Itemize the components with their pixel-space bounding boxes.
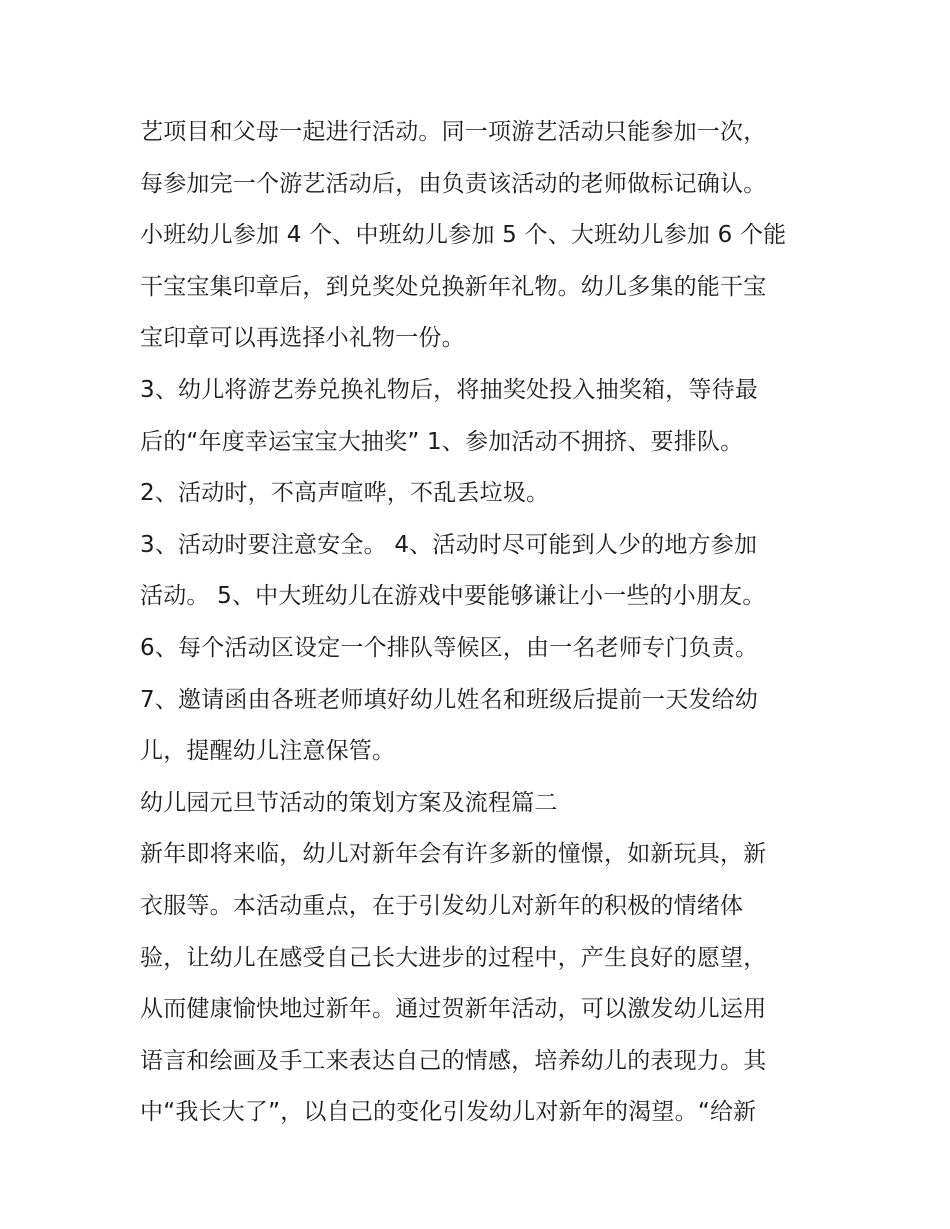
text-line: 儿，提醒幼儿注意保管。 — [140, 738, 396, 765]
text-line: 2、活动时，不高声喧哗，不乱丢垃圾。 — [140, 480, 550, 507]
text-line: 衣服等。本活动重点，在于引发幼儿对新年的积极的情绪体 — [140, 892, 744, 919]
text-line: 语言和绘画及手工来表达自己的情感，培养幼儿的表现力。其 — [140, 1047, 767, 1074]
text-line: 3、幼儿将游艺券兑换礼物后，将抽奖处投入抽奖箱，等待最 — [140, 376, 759, 403]
text-line: 后的“年度幸运宝宝大抽奖” 1、参加活动不拥挤、要排队。 — [140, 428, 744, 455]
text-line: 每参加完一个游艺活动后，由负责该活动的老师做标记确认。 — [140, 170, 767, 197]
text-line: 宝印章可以再选择小礼物一份。 — [140, 325, 465, 352]
text-line: 新年即将来临，幼儿对新年会有许多新的憧憬，如新玩具，新 — [140, 841, 767, 868]
text-line: 中“我长大了”，以自己的变化引发幼儿对新年的渴望。“给新 — [140, 1099, 757, 1126]
text-line: 干宝宝集印章后，到兑奖处兑换新年礼物。幼儿多集的能干宝 — [140, 273, 767, 300]
text-line: 7、邀请函由各班老师填好幼儿姓名和班级后提前一天发给幼 — [140, 686, 759, 713]
text-line: 验，让幼儿在感受自己长大进步的过程中，产生良好的愿望， — [140, 944, 767, 971]
text-line: 3、活动时要注意安全。 4、活动时尽可能到人少的地方参加 — [140, 531, 758, 558]
section-heading: 幼儿园元旦节活动的策划方案及流程篇二 — [140, 789, 558, 816]
text-line: 从而健康愉快地过新年。通过贺新年活动，可以激发幼儿运用 — [140, 996, 767, 1023]
text-line: 6、每个活动区设定一个排队等候区，由一名老师专门负责。 — [140, 634, 759, 661]
document-body — [140, 107, 820, 1139]
text-line: 小班幼儿参加 4 个、中班幼儿参加 5 个、大班幼儿参加 6 个能 — [140, 222, 787, 249]
text-line: 艺项目和父母一起进行活动。同一项游艺活动只能参加一次， — [140, 119, 767, 145]
text-line: 活动。 5、中大班幼儿在游戏中要能够谦让小一些的小朋友。 — [140, 583, 766, 610]
